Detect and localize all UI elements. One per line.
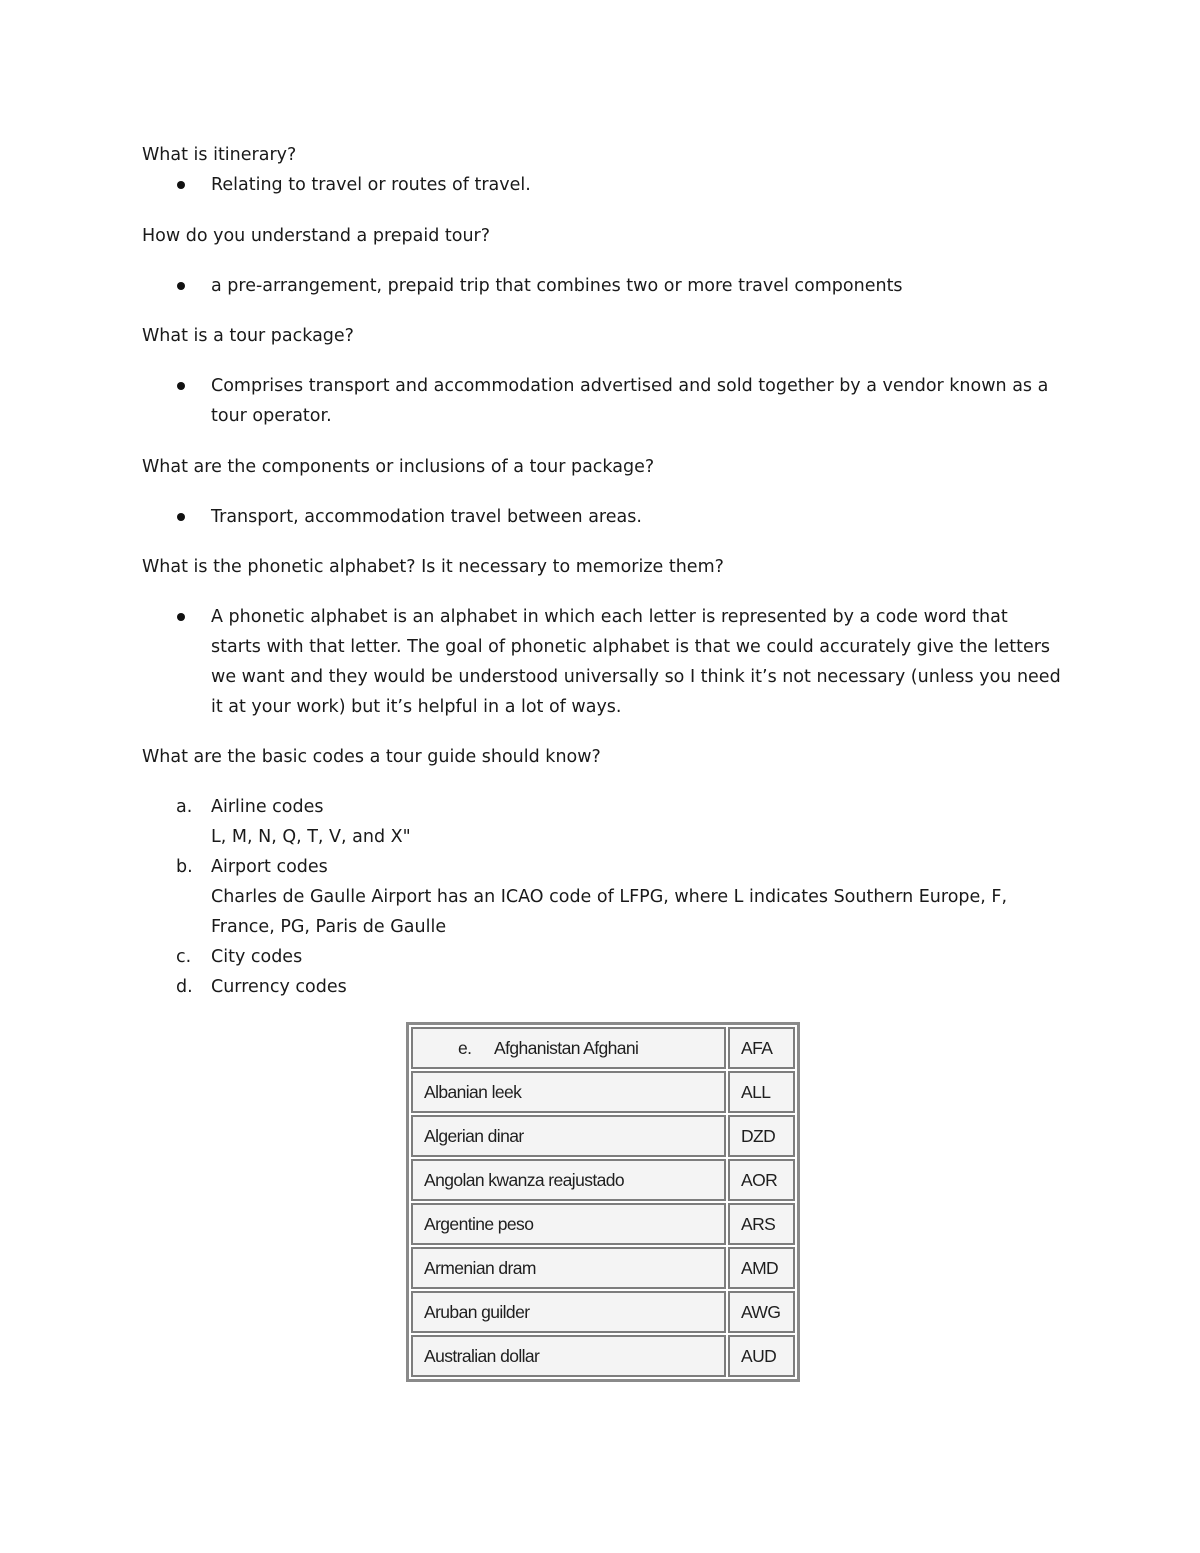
currency-name-cell: Aruban guilder [411, 1291, 726, 1333]
codes-item-title: Currency codes [211, 977, 347, 997]
table-row [411, 1335, 795, 1377]
codes-list [142, 792, 1062, 1002]
currency-name-cell: Argentine peso [411, 1203, 726, 1245]
codes-item-detail: Charles de Gaulle Airport has an ICAO code of LFPG, where L indicates Southern Europe, F, France, PG, Paris de Gaulle [211, 887, 1008, 937]
answer-item: A phonetic alphabet is an alphabet in which each letter is represented by a code word that starts with that letter. The goal of phonetic alphabet is that we could accurately give the letters we want and they would be understood universally so I think it’s not necessary (unless you need it at your work) but it’s helpful in a lot of ways. [142, 602, 1062, 722]
answer-item: Comprises transport and accommodation advertised and sold together by a vendor known as a tour operator. [142, 371, 1062, 431]
answer-item: a pre-arrangement, prepaid trip that combines two or more travel components [142, 271, 1062, 301]
table-row [411, 1291, 795, 1333]
codes-item-airline [142, 792, 1062, 852]
table-row [411, 1071, 795, 1113]
list-marker: b. [176, 857, 193, 877]
question-prepaid-tour: How do you understand a prepaid tour? [142, 226, 491, 246]
currency-name-cell: Australian dollar [411, 1335, 726, 1377]
codes-item-detail: L, M, N, Q, T, V, and X" [211, 827, 411, 847]
question-phonetic-alphabet: What is the phonetic alphabet? Is it necessary to memorize them? [142, 557, 724, 577]
table-row [411, 1115, 795, 1157]
question-tour-package: What is a tour package? [142, 326, 354, 346]
currency-code-cell: ALL [728, 1071, 795, 1113]
answer-list [142, 271, 1062, 301]
currency-name: Afghanistan Afghani [494, 1037, 639, 1058]
list-marker: a. [176, 797, 193, 817]
currency-code-cell: AMD [728, 1247, 795, 1289]
table-row [411, 1203, 795, 1245]
codes-item-city [142, 942, 1062, 972]
question-itinerary: What is itinerary? [142, 145, 297, 165]
table-row [411, 1027, 795, 1069]
question-basic-codes: What are the basic codes a tour guide should know? [142, 747, 601, 767]
answer-list [142, 170, 1062, 200]
currency-code-cell: AWG [728, 1291, 795, 1333]
currency-code-cell: ARS [728, 1203, 795, 1245]
currency-name-cell: Algerian dinar [411, 1115, 726, 1157]
table-row [411, 1247, 795, 1289]
codes-item-title: Airline codes [211, 797, 324, 817]
answer-item: Transport, accommodation travel between areas. [142, 502, 1062, 532]
currency-code-cell: AOR [728, 1159, 795, 1201]
list-marker: d. [176, 977, 193, 997]
codes-item-currency [142, 972, 1062, 1002]
currency-table [406, 1022, 800, 1382]
codes-item-airport [142, 852, 1062, 942]
currency-name-cell: Armenian dram [411, 1247, 726, 1289]
currency-code-cell: AFA [728, 1027, 795, 1069]
list-marker: e. [458, 1037, 472, 1058]
answer-list [142, 502, 1062, 532]
currency-code-cell: AUD [728, 1335, 795, 1377]
table-row [411, 1159, 795, 1201]
codes-item-title: City codes [211, 947, 303, 967]
currency-code-cell: DZD [728, 1115, 795, 1157]
answer-list [142, 371, 1062, 431]
codes-item-title: Airport codes [211, 857, 328, 877]
question-components: What are the components or inclusions of a tour package? [142, 457, 655, 477]
list-marker: c. [176, 947, 192, 967]
document-body [142, 140, 1062, 1002]
answer-list [142, 602, 1062, 722]
answer-item: Relating to travel or routes of travel. [142, 170, 1062, 200]
currency-name-cell: Angolan kwanza reajustado [411, 1159, 726, 1201]
currency-name-cell [411, 1027, 726, 1069]
currency-name-cell: Albanian leek [411, 1071, 726, 1113]
